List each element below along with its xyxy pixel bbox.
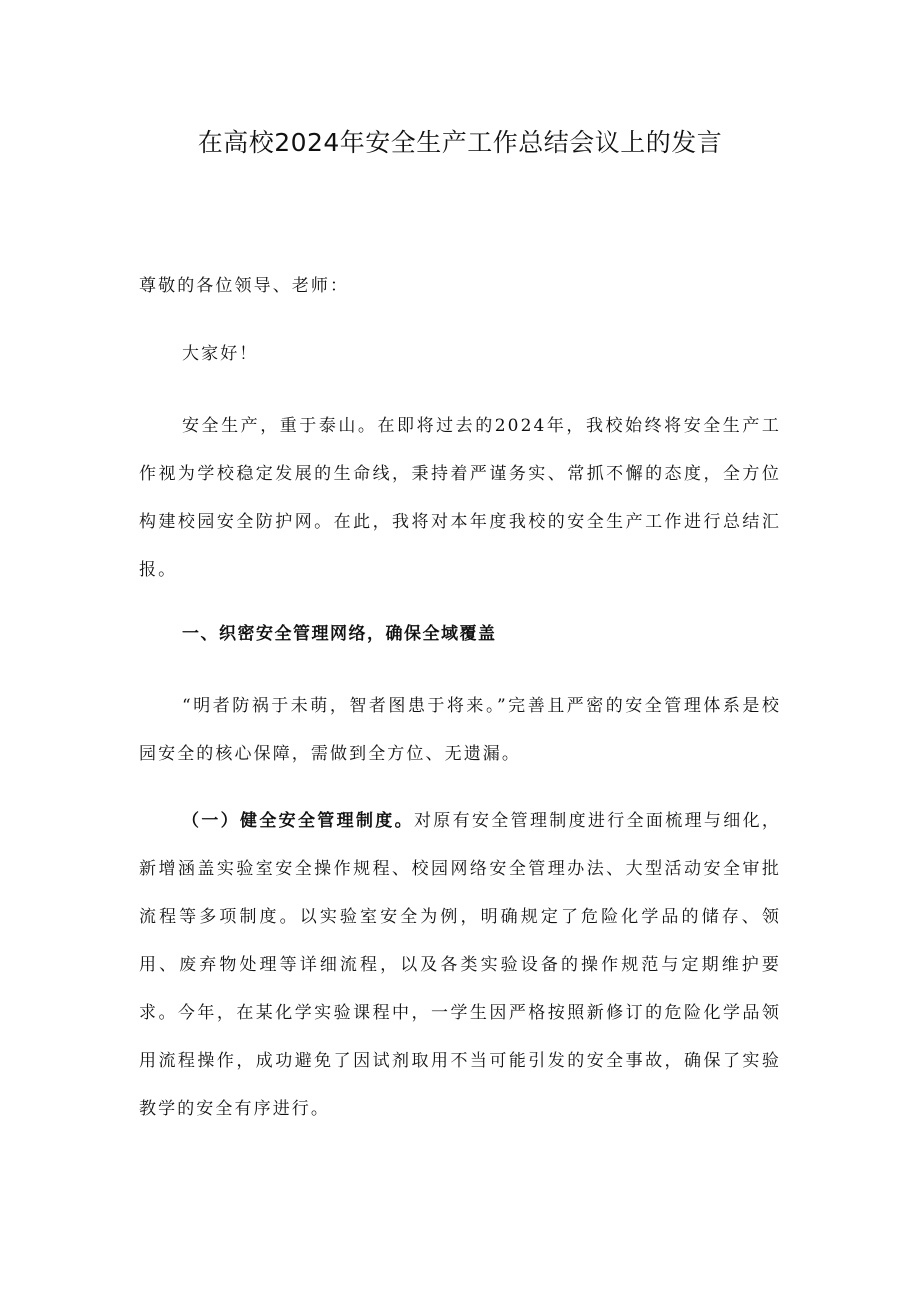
document-title: 在高校2024年安全生产工作总结会议上的发言 (197, 128, 723, 157)
paragraph-intro: 安全生产，重于泰山。在即将过去的2024年，我校始终将安全生产工作视为学校稳定发展的生命线，秉持着严谨务实、常抓不懈的态度，全方位构建校园安全防护网。在此，我将对本年度我校的安全生产工作进行总结汇报。 (139, 416, 781, 580)
section-heading: 一、织密安全管理网络，确保全域覆盖 (182, 624, 497, 644)
paragraph-subsection (139, 797, 781, 1133)
paragraph-quote: “明者防祸于未萌，智者图患于将来。”完善且严密的安全管理体系是校园安全的核心保障，需做到全方位、无遗漏。 (139, 696, 781, 764)
subsection-text: 对原有安全管理制度进行全面梳理与细化，新增涵盖实验室安全操作规程、校园网络安全管理办法、大型活动安全审批流程等多项制度。以实验室安全为例，明确规定了危险化学品的储存、领用、废弃物处理等详细流程，以及各类实验设备的操作规范与定期维护要求。今年，在某化学实验课程中，一学生因严格按照新修订的危险化学品领用流程操作，成功避免了因试剂取用不当可能引发的安全事故，确保了实验教学的安全有序进行。 (139, 811, 782, 1119)
salutation: 尊敬的各位领导、老师： (139, 276, 350, 296)
greeting: 大家好！ (182, 344, 259, 364)
subsection-heading: （一）健全安全管理制度。 (182, 811, 414, 831)
